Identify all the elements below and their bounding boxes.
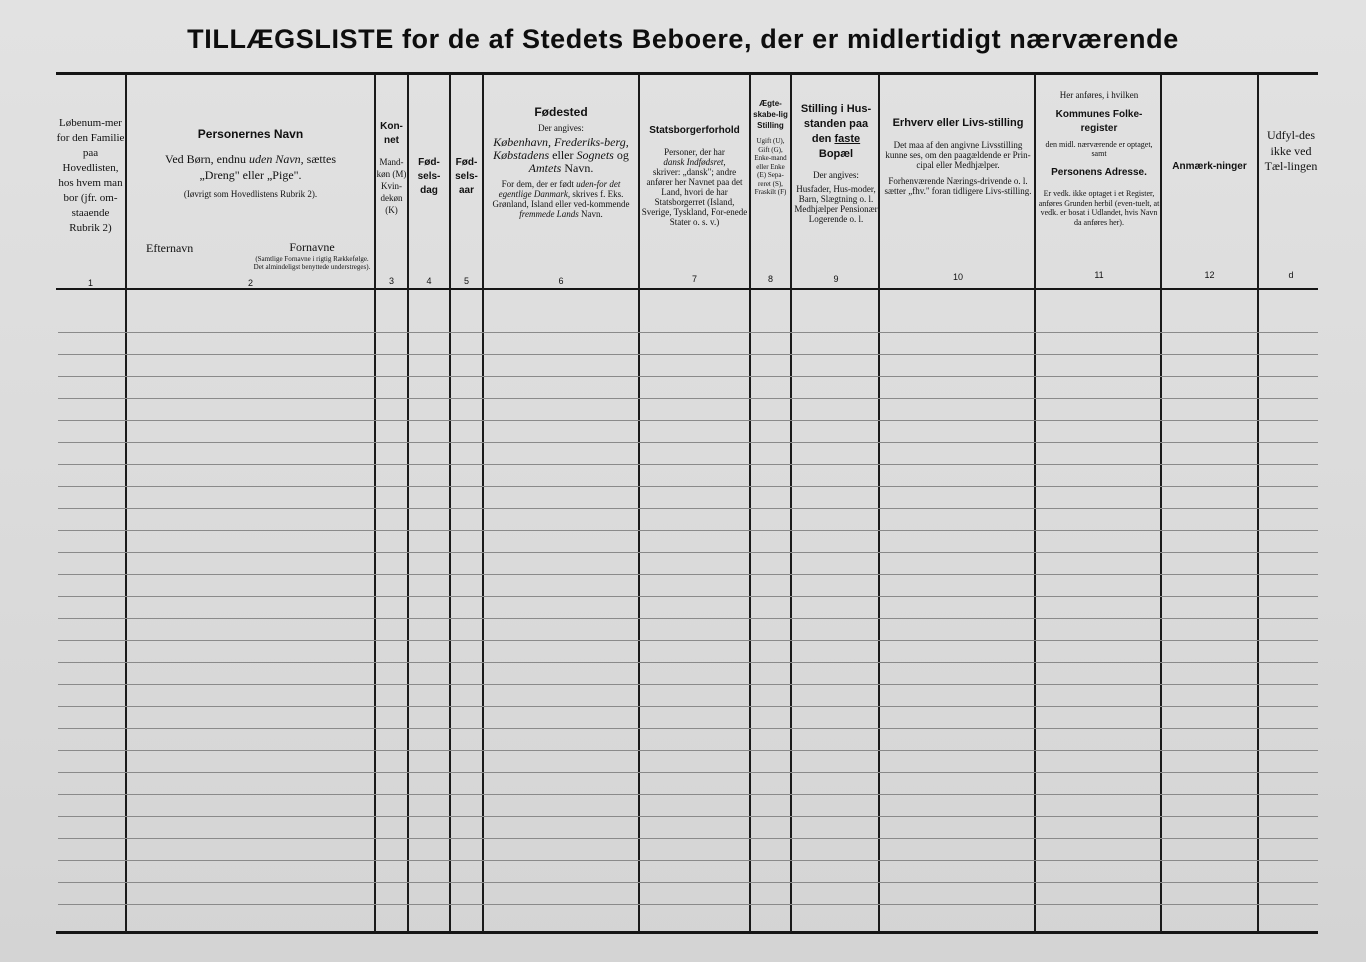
row-line — [58, 684, 1318, 685]
col2-sub-right-wrap — [252, 240, 372, 271]
row-line — [58, 706, 1318, 707]
col2-number: 2 — [247, 278, 253, 288]
col5-number: 5 — [463, 276, 469, 286]
col6-head: Fødested — [534, 105, 588, 119]
bottom-rule — [56, 931, 1318, 934]
column-divider — [125, 74, 127, 932]
col10-number: 10 — [952, 272, 963, 282]
row-line — [58, 772, 1318, 773]
col11-top: Her anføres, i hvilken — [1059, 90, 1139, 100]
cold-text: Udfyl-des ikke ved Tæl-lingen — [1264, 128, 1318, 173]
col6-sub: Der angives: — [538, 123, 584, 133]
col11-head: Kommunes Folke-register — [1055, 109, 1143, 134]
col2-sub-right: Fornavne — [289, 240, 335, 254]
column-divider — [482, 74, 484, 932]
row-line — [58, 442, 1318, 443]
col4-head: Fød-sels-dag — [417, 157, 441, 196]
cold-number: d — [1288, 270, 1294, 280]
row-line — [58, 464, 1318, 465]
row-line — [58, 354, 1318, 355]
cold-header — [1259, 128, 1323, 175]
row-line — [58, 332, 1318, 333]
col7-number: 7 — [691, 274, 697, 284]
col3-head: Kon-net — [380, 121, 403, 146]
col2-sub-left: Efternavn — [146, 241, 194, 255]
col4-header — [409, 156, 449, 198]
col7-head: Statsborgerforhold — [649, 125, 740, 136]
col7-header — [640, 124, 749, 227]
row-line — [58, 640, 1318, 641]
column-divider — [790, 74, 792, 932]
col9-sub: Der angives: — [813, 170, 859, 180]
row-line — [58, 398, 1318, 399]
col9-number: 9 — [833, 274, 839, 284]
column-divider — [1034, 74, 1036, 932]
col8-text: Ugift (U), Gift (G), Enke-mand eller Enke (E) Sepa-reret (S), Fraskilt (F) — [754, 137, 787, 196]
column-divider — [1257, 74, 1259, 932]
row-line — [58, 728, 1318, 729]
row-line — [58, 816, 1318, 817]
row-line — [58, 794, 1318, 795]
col3-header — [376, 120, 407, 216]
col10-head: Erhverv eller Livs-stilling — [892, 117, 1024, 129]
col12-header — [1162, 160, 1257, 174]
col1-text: Løbenum-mer for den Familie paa Hovedlisten, hos hvem man bor (jfr. om-staaende Rubrik 2) — [56, 117, 125, 234]
col11-head2: Personens Adresse. — [1051, 167, 1147, 178]
col2-line2: „Dreng" eller „Pige". — [199, 168, 302, 182]
col1-header — [56, 116, 125, 236]
col12-head: Anmærk-ninger — [1172, 161, 1247, 172]
col7-text: Personer, der har dansk Indfødsret, skriver: „dansk"; andre anfører her Navnet paa det Land, hvori de har Statsborgerret (Island, Sverige, Tyskland, For-enede Stater o. s. v.) — [641, 147, 748, 227]
top-rule — [56, 72, 1318, 75]
col5-header — [451, 156, 482, 198]
col11-number: 11 — [1094, 270, 1104, 280]
form-title: TILLÆGSLISTE for de af Stedets Beboere, der er midlertidigt nærværende — [187, 24, 1179, 54]
col6-places: København, Frederiks-berg, Købstadens eller Sognets og Amtets Navn. — [493, 135, 629, 175]
col9-text: Husfader, Hus-moder, Barn, Slægtning o. l. Medhjælper Pensionær Logerende o. l. — [794, 184, 878, 224]
column-divider — [407, 74, 409, 932]
row-line — [58, 508, 1318, 509]
col3-number: 3 — [388, 276, 394, 286]
col8-head: Ægte-skabe-lig Stilling — [753, 99, 788, 130]
row-line — [58, 750, 1318, 751]
row-line — [58, 552, 1318, 553]
col12-number: 12 — [1204, 270, 1215, 280]
row-line — [58, 420, 1318, 421]
col6-abroad: For dem, der er født uden-for det egentlige Danmark, skrives f. Eks. Grønland, Island eller ved-kommende fremmede Lands Navn. — [492, 179, 630, 219]
row-line — [58, 838, 1318, 839]
col1-number: 1 — [87, 278, 93, 288]
row-line — [58, 904, 1318, 905]
col8-number: 8 — [767, 274, 773, 284]
col10-header — [882, 114, 1034, 196]
col5-head: Fød-sels-aar — [455, 157, 478, 196]
row-line — [58, 860, 1318, 861]
col6-number: 6 — [558, 276, 564, 286]
row-line — [58, 574, 1318, 575]
column-divider — [749, 74, 751, 932]
row-line — [58, 662, 1318, 663]
col10-text2: Forhenværende Nærings-drivende o. l. sætter „fhv." foran tidligere Livs-stilling. — [884, 176, 1032, 196]
col2-line1: Ved Børn, endnu uden Navn, sættes — [165, 152, 336, 166]
row-line — [58, 376, 1318, 377]
col8-header — [751, 98, 790, 197]
col9-header — [794, 102, 878, 224]
row-line — [58, 486, 1318, 487]
col2-head: Personernes Navn — [197, 127, 304, 141]
row-line — [58, 618, 1318, 619]
col11-text: Er vedk. ikke optaget i et Register, anføres Grunden herbil (even-tuelt, at vedk. er bosat i Udlandet, hvis Navn da anføres her). — [1038, 189, 1160, 227]
col6-header — [486, 106, 636, 219]
column-divider — [1160, 74, 1162, 932]
header-rule — [56, 288, 1318, 290]
col11-mid: den midl. nærværende er optaget, samt — [1045, 140, 1153, 158]
col2-note: (Iøvrigt som Hovedlistens Rubrik 2). — [183, 189, 318, 199]
col11-header — [1038, 90, 1160, 227]
col4-number: 4 — [426, 276, 432, 286]
row-line — [58, 530, 1318, 531]
row-line — [58, 882, 1318, 883]
column-divider — [878, 74, 880, 932]
col2-header — [127, 128, 374, 199]
column-divider — [449, 74, 451, 932]
col9-head: Stilling i Hus-standen paa den faste Bopæl — [800, 103, 872, 160]
col10-text1: Det maa af den angivne Livsstilling kunne ses, om den paagældende er Prin-cipal eller Medhjælper. — [885, 140, 1031, 170]
col3-text: Mand-køn (M) Kvin-dekøn (K) — [376, 157, 407, 215]
col2-sub-right-note: (Samtlige Fornavne i rigtig Rækkefølge. Det almindeligst benyttede understreges). — [253, 255, 371, 271]
row-line — [58, 596, 1318, 597]
